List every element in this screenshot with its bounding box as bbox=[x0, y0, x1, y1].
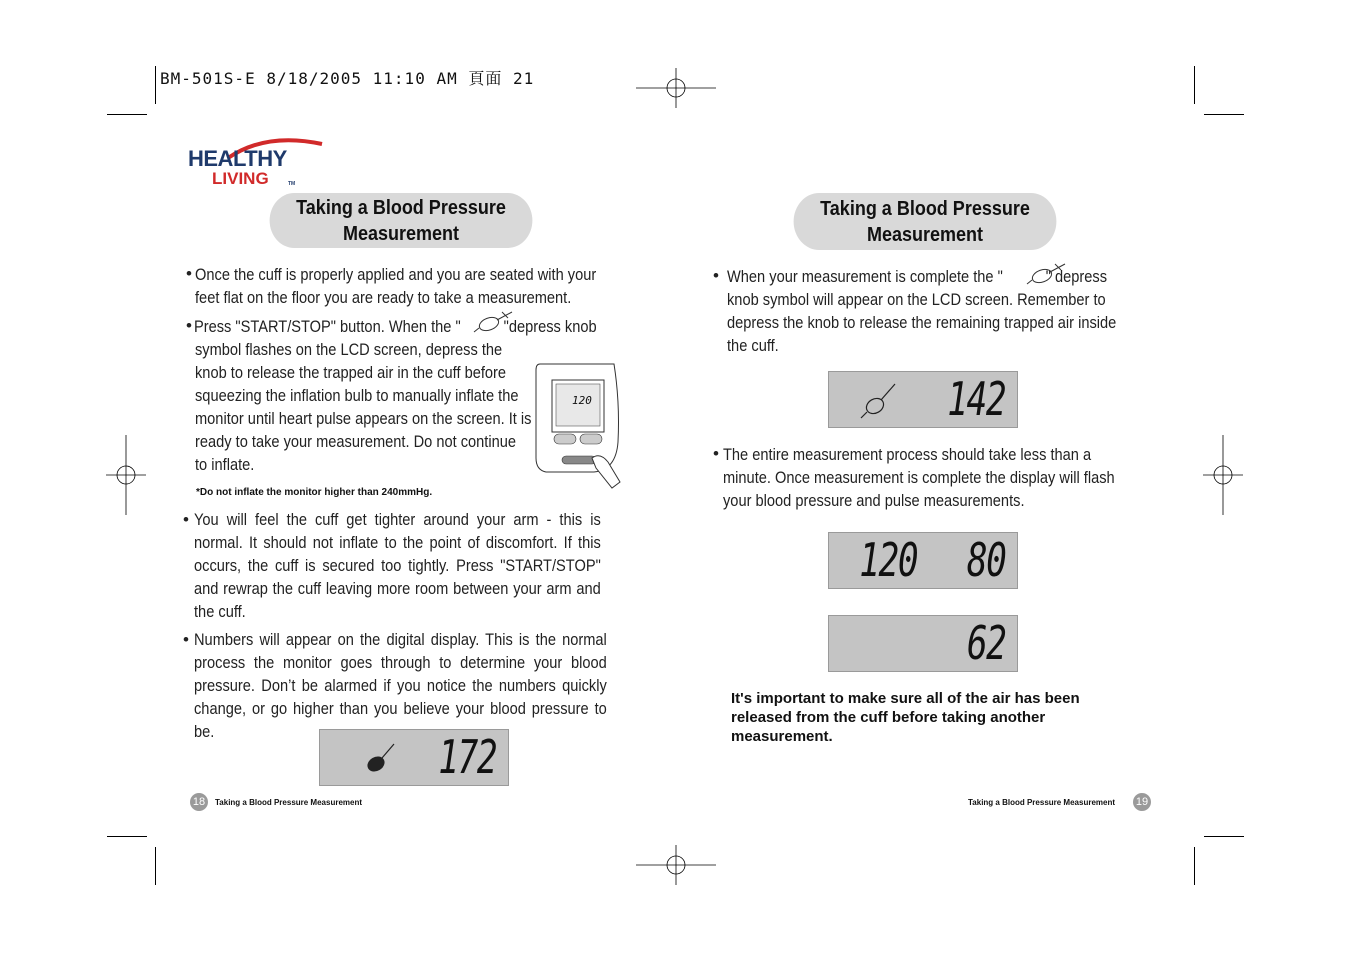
bp-monitor-illustration bbox=[534, 362, 624, 490]
bullet: • bbox=[186, 264, 192, 283]
lcd-value: 172 bbox=[438, 730, 496, 784]
registration-mark bbox=[1203, 435, 1243, 515]
healthy-living-logo bbox=[186, 136, 326, 191]
lcd-display bbox=[828, 615, 1018, 672]
bulb-knob-icon bbox=[857, 378, 901, 422]
left-para4: Numbers will appear on the digital display. This is the normal process the monitor goes through to determine your blood pressure. Don’t be alarmed if you notice the numbers quickly change, or go higher than you believe your blood pressure to be. bbox=[194, 630, 607, 741]
left-para2-end: "depress knob bbox=[503, 317, 597, 336]
lcd-value: 142 bbox=[947, 372, 1005, 426]
crop-mark bbox=[107, 114, 147, 115]
logo-tm: TM bbox=[288, 181, 296, 187]
left-para3: You will feel the cuff get tighter around your arm - this is normal. It should not inflate to the point of discomfort. If this occurs, the cuff is secured too tightly. Press "START/STOP" and rewrap the cuff leaving more room between your arm and the cuff. bbox=[194, 510, 601, 621]
page-number: 18 bbox=[190, 793, 208, 811]
bulb-knob-icon bbox=[360, 740, 400, 776]
important-note: It's important to make sure all of the air has been released from the cuff before taking another measurement. bbox=[731, 690, 1080, 745]
right-para2: The entire measurement process should take less than a minute. Once measurement is complete the display will flash your blood pressure and pulse measurements. bbox=[723, 445, 1115, 510]
registration-mark bbox=[106, 435, 146, 515]
lcd-display bbox=[828, 532, 1018, 589]
left-page-title: Taking a Blood Pressure Measurement bbox=[270, 193, 533, 248]
lcd-systolic: 120 bbox=[859, 533, 917, 587]
device-reading: 120 bbox=[572, 394, 592, 407]
right-para1-end: " depress knob symbol will appear on the LCD screen. Remember to depress the knob to release the remaining trapped air inside the cuff. bbox=[727, 267, 1117, 355]
crop-mark bbox=[155, 847, 156, 885]
print-info: BM-501S-E 8/18/2005 11:10 AM 頁面 21 bbox=[160, 69, 535, 88]
bullet: • bbox=[183, 510, 189, 529]
bullet: • bbox=[713, 444, 719, 463]
crop-mark bbox=[155, 66, 156, 104]
left-para1: Once the cuff is properly applied and you are seated with your feet flat on the floor you are ready to take a measurement. bbox=[195, 265, 597, 307]
left-para2a bbox=[194, 315, 676, 338]
bullet: • bbox=[183, 630, 189, 649]
crop-mark bbox=[1194, 66, 1195, 104]
crop-mark bbox=[1204, 836, 1244, 837]
left-para2-start: Press "START/STOP" button. When the " bbox=[194, 317, 461, 336]
lcd-display bbox=[828, 371, 1018, 428]
bullet: • bbox=[713, 266, 719, 285]
bullet: • bbox=[186, 316, 192, 335]
bulb-knob-icon bbox=[472, 310, 514, 334]
registration-mark bbox=[636, 845, 716, 885]
logo-line1: HEALTHY bbox=[188, 146, 287, 171]
registration-mark bbox=[636, 68, 716, 108]
page-number: 19 bbox=[1133, 793, 1151, 811]
left-para2c: symbol flashes on the LCD screen, depress the knob to release the trapped air in the cuff before squeezing the inflation bulb to manually inflate the monitor until heart pulse appears on the screen. It is ready to take your measurement. Do not continue to inflate. bbox=[195, 340, 532, 474]
crop-mark bbox=[107, 836, 147, 837]
crop-mark bbox=[1204, 114, 1244, 115]
lcd-diastolic: 80 bbox=[966, 533, 1005, 587]
logo-line2: LIVING bbox=[212, 169, 269, 188]
right-page-title: Taking a Blood Pressure Measurement bbox=[794, 193, 1057, 250]
right-footer: Taking a Blood Pressure Measurement bbox=[968, 798, 1116, 807]
bulb-knob-icon bbox=[1025, 262, 1067, 286]
lcd-pulse: 62 bbox=[966, 616, 1005, 670]
left-footer: Taking a Blood Pressure Measurement bbox=[215, 798, 363, 807]
crop-mark bbox=[1194, 847, 1195, 885]
right-para1-start: When your measurement is complete the " bbox=[727, 267, 1003, 286]
left-note: *Do not inflate the monitor higher than 240mmHg. bbox=[196, 487, 433, 498]
lcd-display bbox=[319, 729, 509, 786]
right-para1 bbox=[727, 265, 1140, 357]
